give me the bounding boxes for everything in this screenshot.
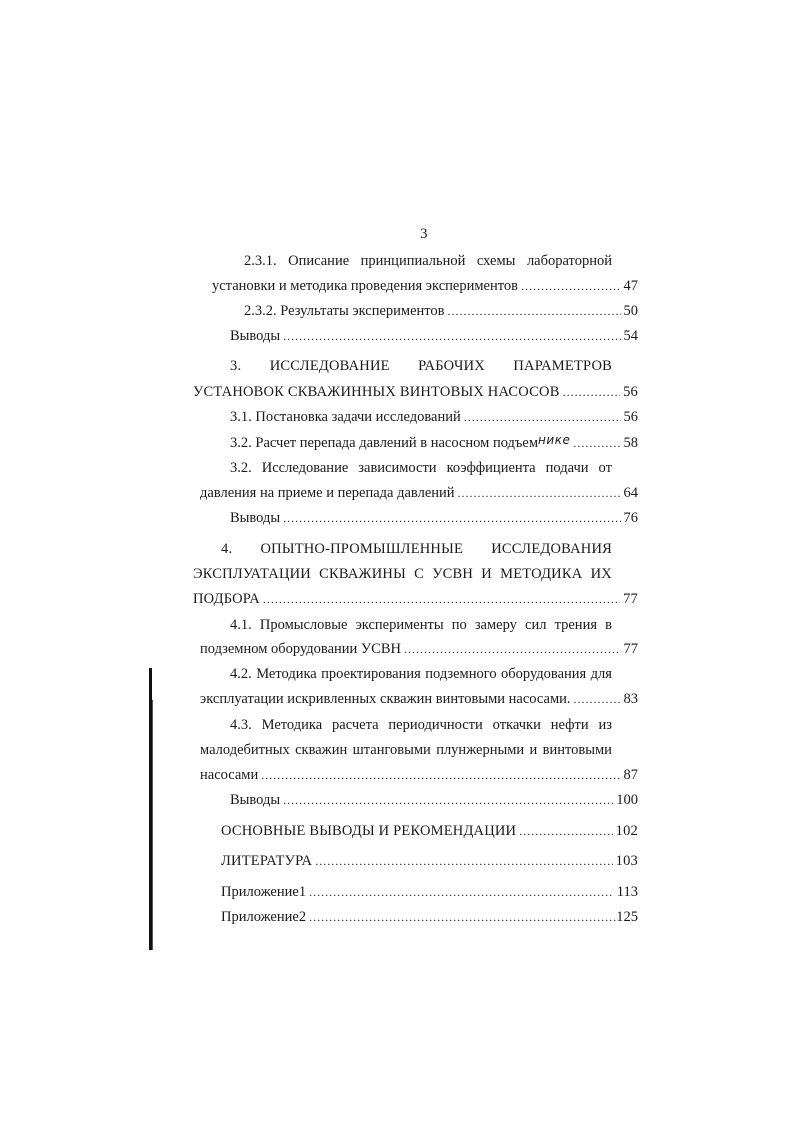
toc-page: 77 [623,591,638,607]
toc-entry-4-1-line1 [230,616,612,634]
toc-title: ЛИТЕРАТУРА [221,853,313,869]
leader-dots [573,434,620,452]
leader-dots [563,383,621,401]
toc-word: откачки [492,717,541,733]
toc-word: С [414,566,424,582]
toc-title [230,434,570,452]
leader-dots [283,791,613,809]
toc-word: малодебитных [200,742,290,758]
toc-page: 76 [623,510,638,526]
toc-page: 77 [623,641,638,657]
toc-word: плунжерными [436,742,525,758]
toc-word: расчета [332,717,379,733]
toc-word: Методика [256,666,317,682]
toc-word: проектирования [321,666,421,682]
toc-entry-3-2b-line2 [200,484,638,502]
toc-section-4-line2 [193,565,612,583]
toc-page: 56 [623,384,638,400]
scan-edge-line-thin [152,700,153,950]
toc-word: Исследование [261,460,349,476]
toc-title: установки и методика проведения экспериментов [212,278,518,294]
toc-page: 103 [615,853,638,869]
toc-word: 3.2. [230,460,252,476]
toc-page: 87 [623,767,638,783]
toc-word: по [451,617,467,633]
toc-word: оборудования [501,666,587,682]
toc-word: СКВАЖИНЫ [319,566,406,582]
toc-entry-appendix-2 [221,908,638,926]
toc-title: Выводы [230,328,281,344]
toc-word: ОПЫТНО-ПРОМЫШЛЕННЫЕ [260,541,464,557]
toc-page: 58 [623,435,638,451]
toc-word: РАБОЧИХ [418,358,485,374]
toc-page: 83 [623,691,638,707]
toc-word: в [605,617,612,633]
toc-word: сил [525,617,547,633]
toc-title-text: 3.2. Расчет перепада давлений в насосном подъем [230,435,539,451]
leader-dots [283,509,620,527]
toc-title: Приложение1 [221,884,307,900]
toc-word: МЕТОДИКА [500,566,583,582]
toc-word: винтовыми [542,742,612,758]
toc-page: 113 [616,884,638,900]
toc-word: штанговыми [352,742,431,758]
toc-word: трения [554,617,597,633]
leader-dots [315,852,612,870]
toc-title: давления на приеме и перепада давлений [200,485,455,501]
leader-dots [458,484,621,502]
toc-entry-3-2b-line1 [230,459,612,477]
toc-word: скважин [295,742,348,758]
leader-dots [464,408,621,426]
toc-page: 100 [616,792,638,808]
toc-title: Выводы [230,510,281,526]
leader-dots [261,766,620,784]
toc-entry-4-3-line3 [200,766,638,784]
toc-title: 2.3.2. Результаты экспериментов [244,303,445,319]
toc-word: периодичности [388,717,483,733]
toc-entry-3-1 [230,408,638,426]
leader-dots [519,822,612,840]
toc-word: подземного [425,666,497,682]
toc-page: 54 [623,328,638,344]
toc-word: ЭКСПЛУАТАЦИИ [193,566,311,582]
toc-page: 47 [623,278,638,294]
toc-word: от [598,460,612,476]
toc-entry-conclusions-2 [230,327,638,345]
leader-dots [574,690,621,708]
leader-dots [263,590,620,608]
leader-dots [309,883,614,901]
toc-entry-main-conclusions [221,822,638,840]
toc-word: подачи [545,460,589,476]
toc-word: 3. [230,358,242,374]
toc-title: Выводы [230,792,281,808]
toc-word: схемы [476,253,516,269]
toc-page: 64 [623,485,638,501]
toc-page: 56 [623,409,638,425]
toc-word: 4.1. [230,617,252,633]
toc-word: и [529,742,538,758]
leader-dots [283,327,620,345]
toc-word: Методика [261,717,323,733]
toc-entry-4-1-line2 [200,640,638,658]
toc-word: 4.3. [230,717,252,733]
toc-word: ИХ [590,566,612,582]
page-number: 3 [420,226,428,242]
toc-entry-4-3-line1 [230,716,612,734]
toc-word: коэффициента [446,460,536,476]
toc-section-3-line2 [193,383,638,401]
toc-section-4-line1 [221,540,612,558]
toc-entry-4-3-line2 [200,741,612,759]
toc-word: из [598,717,612,733]
toc-entry-conclusions-4 [230,791,638,809]
toc-word: ИССЛЕДОВАНИЕ [269,358,390,374]
leader-dots [404,640,621,658]
toc-word: ПАРАМЕТРОВ [513,358,612,374]
toc-page: 102 [615,823,638,839]
toc-entry-conclusions-3 [230,509,638,527]
toc-word: И [481,566,492,582]
toc-word: 2.3.1. [244,253,277,269]
toc-title: эксплуатации искривленных скважин винтовыми насосами. [200,691,571,707]
toc-entry-4-2-line1 [230,665,612,683]
toc-title: УСТАНОВОК СКВАЖИННЫХ ВИНТОВЫХ НАСОСОВ [193,384,560,400]
toc-section-3-line1 [230,357,612,375]
toc-entry-4-2-line2 [200,690,638,708]
toc-entry-3-2a [230,434,638,452]
toc-word: 4. [221,541,233,557]
toc-word: эксперименты [355,617,444,633]
toc-title: Приложение2 [221,909,307,925]
toc-word: Промысловые [259,617,348,633]
toc-page: 50 [623,303,638,319]
toc-title: подземном оборудовании УСВН [200,641,401,657]
toc-entry-2-3-1-line1 [244,252,612,270]
toc-word: лабораторной [526,253,612,269]
leader-dots [521,277,621,295]
toc-title: ОСНОВНЫЕ ВЫВОДЫ И РЕКОМЕНДАЦИИ [221,823,517,839]
leader-dots [309,908,616,926]
toc-word: нефти [550,717,589,733]
toc-page: 125 [616,909,638,925]
toc-word: УСВН [432,566,474,582]
toc-title: ПОДБОРА [193,591,260,607]
handwritten-correction: нике [538,433,571,447]
toc-entry-literature [221,852,638,870]
toc-word: ИССЛЕДОВАНИЯ [491,541,612,557]
toc-word: зависимости [358,460,437,476]
toc-title: 3.1. Постановка задачи исследований [230,409,461,425]
toc-entry-2-3-1-line2 [212,277,638,295]
toc-entry-appendix-1 [221,883,638,901]
toc-word: замеру [474,617,517,633]
toc-word: для [590,666,612,682]
toc-word: принципиальной [360,253,466,269]
leader-dots [448,302,621,320]
toc-title: насосами [200,767,259,783]
toc-entry-2-3-2 [244,302,638,320]
toc-word: 4.2. [230,666,252,682]
toc-word: Описание [288,253,350,269]
toc-section-4-line3 [193,590,638,608]
